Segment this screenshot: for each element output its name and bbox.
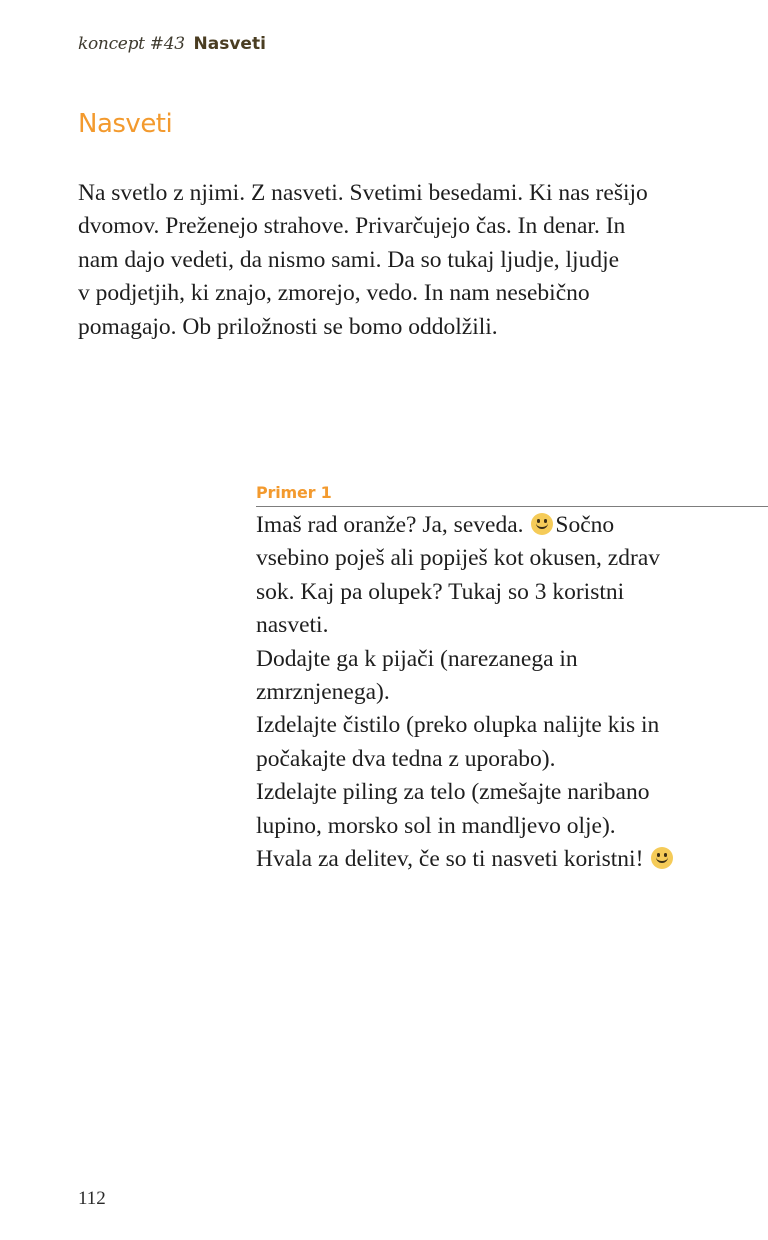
intro-line: pomagajo. Ob priložnosti se bomo oddolžili. xyxy=(78,313,498,340)
intro-line: Na svetlo z njimi. Z nasveti. Svetimi besedami. Ki nas rešijo xyxy=(78,180,648,206)
running-head xyxy=(78,32,266,56)
example-line: sok. Kaj pa olupek? Tukaj so 3 koristni xyxy=(256,578,625,605)
example-box xyxy=(256,482,768,876)
intro-line: nam dajo vedeti, da nismo sami. Da so tukaj ljudje, ljudje xyxy=(78,246,620,273)
example-line xyxy=(256,843,768,876)
smiley-icon xyxy=(531,513,553,535)
example-line: nasveti. xyxy=(256,612,329,639)
running-head-concept-number: koncept #43 xyxy=(78,34,185,54)
example-line: lupino, morsko sol in mandljevo olje). xyxy=(256,812,616,839)
example-line: zmrznjenega). xyxy=(256,679,390,706)
intro-line: v podjetjih, ki znajo, zmorejo, vedo. In nam nesebično xyxy=(78,280,590,307)
example-line: Dodajte ga k pijači (narezanega in xyxy=(256,645,578,672)
page-number: 112 xyxy=(78,1188,106,1209)
example-line-text: Sočno xyxy=(555,512,615,538)
running-head-title: Nasveti xyxy=(193,34,266,54)
smiley-icon xyxy=(651,847,673,869)
example-line-text: Hvala za delitev, če so ti nasveti koristni! xyxy=(256,846,644,873)
example-line: vsebino poješ ali popiješ kot okusen, zdrav xyxy=(256,545,660,572)
example-line: Izdelajte piling za telo (zmešajte naribano xyxy=(256,779,650,806)
example-line: počakajte dva tedna z uporabo). xyxy=(256,745,556,772)
example-body xyxy=(256,509,768,876)
example-line-text: Imaš rad oranže? Ja, seveda. xyxy=(256,512,524,538)
example-label: Primer 1 xyxy=(256,482,768,507)
intro-paragraph xyxy=(78,177,698,344)
example-line xyxy=(256,509,768,542)
section-title: Nasveti xyxy=(78,109,173,139)
example-line: Izdelajte čistilo (preko olupka nalijte kis in xyxy=(256,712,660,739)
intro-line: dvomov. Preženejo strahove. Privarčujejo čas. In denar. In xyxy=(78,213,626,240)
